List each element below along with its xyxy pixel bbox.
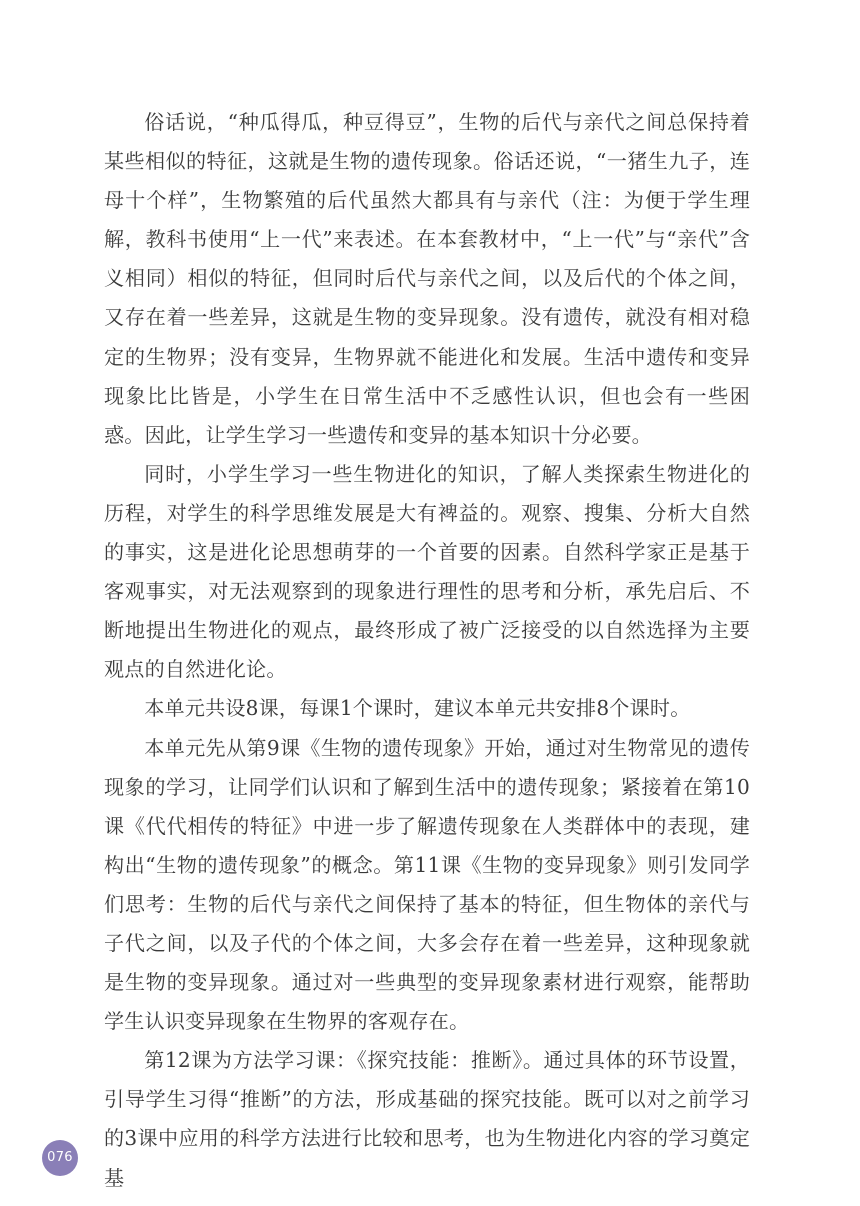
paragraph-unit-schedule: 本单元共设8课，每课1个课时，建议本单元共安排8个课时。: [144, 696, 691, 721]
paragraph-lessons-9-to-11: 本单元先从第9课《生物的遗传现象》开始，通过对生物常见的遗传现象的学习，让同学们认识和了解到生活中的遗传现象；紧接着在第10课《代代相传的特征》中进一步了解遗传现象在人类群体中的表现，建构出“生物的遗传现象”的概念。第11课《生物的变异现象》则引发同学们思考：生物的后代与亲代之间保持了基本的特征，但生物体的亲代与子代之间，以及子代的个体之间，大多会存在着一些差异，这种现象就是生物的变异现象。通过对一些典型的变异现象素材进行观察，能帮助学生认识变异现象在生物界的客观存在。: [104, 735, 750, 1034]
page-number-badge: 076: [42, 1140, 78, 1176]
paragraph-lesson-12: 第12课为方法学习课：《探究技能：推断》。通过具体的环节设置，引导学生习得“推断”的方法，形成基础的探究技能。既可以对之前学习的3课中应用的科学方法进行比较和思考，也为生物进化内容的学习奠定基: [104, 1048, 750, 1190]
paragraph-evolution-learning: 同时，小学生学习一些生物进化的知识，了解人类探索生物进化的历程，对学生的科学思维发展是大有裨益的。观察、搜集、分析大自然的事实，这是进化论思想萌芽的一个首要的因素。自然科学家正是基于客观事实，对无法观察到的现象进行理性的思考和分析，承先启后、不断地提出生物进化的观点，最终形成了被广泛接受的以自然选择为主要观点的自然进化论。: [104, 461, 750, 682]
paragraph-heredity-variation-intro: 俗话说，“种瓜得瓜，种豆得豆”，生物的后代与亲代之间总保持着某些相似的特征，这就是生物的遗传现象。俗话还说，“一猪生九子，连母十个样”，生物繁殖的后代虽然大都具有与亲代（注：为便于学生理解，教科书使用“上一代”来表述。在本套教材中，“上一代”与“亲代”含义相同）相似的特征，但同时后代与亲代之间，以及后代的个体之间，又存在着一些差异，这就是生物的变异现象。没有遗传，就没有相对稳定的生物界；没有变异，生物界就不能进化和发展。生活中遗传和变异现象比比皆是，小学生在日常生活中不乏感性认识，但也会有一些困惑。因此，让学生学习一些遗传和变异的基本知识十分必要。: [104, 110, 750, 447]
page-body: [104, 103, 750, 1198]
